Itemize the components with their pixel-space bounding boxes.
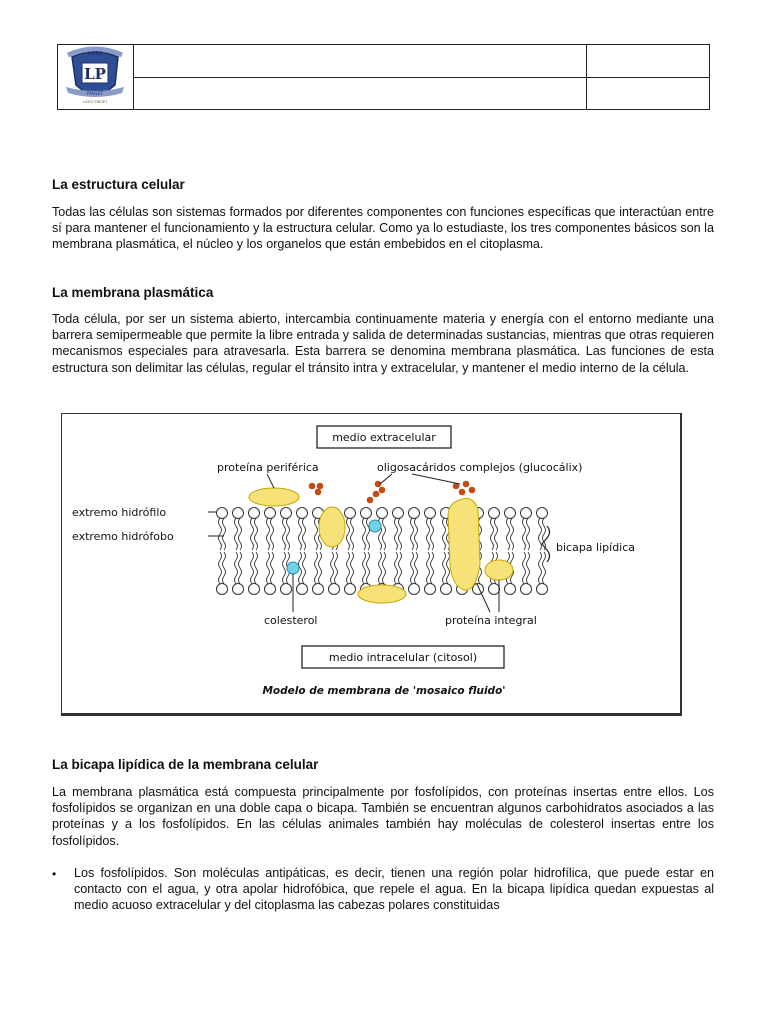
label-bicapa-lipidica: bicapa lipídica [556,541,636,554]
cholesterol-molecule-1 [287,562,299,574]
header-table [57,44,710,110]
header-column-divider [586,45,587,109]
integral-protein-right [485,560,513,580]
peripheral-protein-bottom [358,585,406,603]
pointer-oligosacaridos-1 [380,474,392,484]
paragraph-membrana: Toda célula, por ser un sistema abierto, intercambia continuamente materia y energía con el entorno mediante una barrera semipermeable que permite la libre entrada y salida de determinadas sustancias, mientras que otras requieren mecanismos especiales para atravesarla. Esta barrera se denomina membrana plasmática. Las funciones de esta estructura son delimitar las células, regular el tránsito intra y extracelular, y mantener el medio interno de la célula. [52,312,714,375]
logo-top-text: LICEO [87,51,103,57]
glycocalyx-sugars [309,481,476,504]
label-medio-extracelular: medio extracelular [332,431,436,444]
bullet-icon: • [52,867,57,881]
label-proteina-integral: proteína integral [445,614,537,627]
pointer-oligosacaridos-2 [412,474,460,484]
section-title-bicapa: La bicapa lipídica de la membrana celular [52,757,319,772]
label-proteina-periferica: proteína periférica [217,461,319,474]
logo-bottom-text: PIAGET [86,92,104,97]
label-extremo-hidrofilo: extremo hidrófilo [72,506,167,519]
section-title-membrana: La membrana plasmática [52,285,214,300]
integral-protein-small [319,507,345,547]
figure-caption: Modelo de membrana de 'mosaico fluido' [262,685,506,697]
cholesterol-molecule-2 [369,520,381,532]
header-divider [133,77,709,78]
peripheral-protein-top [249,488,299,506]
bullet-fosfolipidos: Los fosfolípidos. Son moléculas antipáticas, es decir, tienen una región polar hidrofílica, que puede estar en contacto con el agua, y otra apolar hidrofóbica, que repele el agua. En la bicapa lipídica quedan expuestas al medio acuoso extracelular y del citoplasma las cabezas polares constituidas [74,866,714,913]
paragraph-estructura: Todas las células son sistemas formados por diferentes componentes con funciones específicas que interactúan entre sí para mantener el funcionamiento y la estructura celular. Como ya lo estudiaste, los tres componentes básicos son la membrana plasmática, el núcleo y los organelos que están embebidos en el citoplasma. [52,205,714,252]
label-colesterol: colesterol [264,614,318,627]
logo-mark-text: LP [84,65,106,83]
label-medio-intracelular: medio intracelular (citosol) [328,651,478,664]
label-oligosacaridos: oligosacáridos complejos (glucocálix) [377,461,583,474]
upper-leaflet [217,508,548,551]
school-logo [58,45,133,109]
logo-caption-text: LICEO PIAGET [82,100,108,104]
fluid-mosaic-diagram [62,414,681,712]
paragraph-bicapa: La membrana plasmática está compuesta principalmente por fosfolípidos, con proteínas insertas entre ellos. Los fosfolípidos se organizan en una doble capa o bicapa. También se encuentran algunos carbohidratos asociados a las proteínas y a los fosfolípidos. En las células animales también hay moléculas de colesterol insertas entre los fosfolípidos. [52,785,714,848]
membrane-figure [61,413,682,716]
logo-cell [58,45,134,109]
section-title-estructura: La estructura celular [52,177,185,192]
integral-protein-large [448,498,480,590]
pointer-periferica [267,474,274,488]
label-extremo-hidrofobo: extremo hidrófobo [72,530,174,543]
